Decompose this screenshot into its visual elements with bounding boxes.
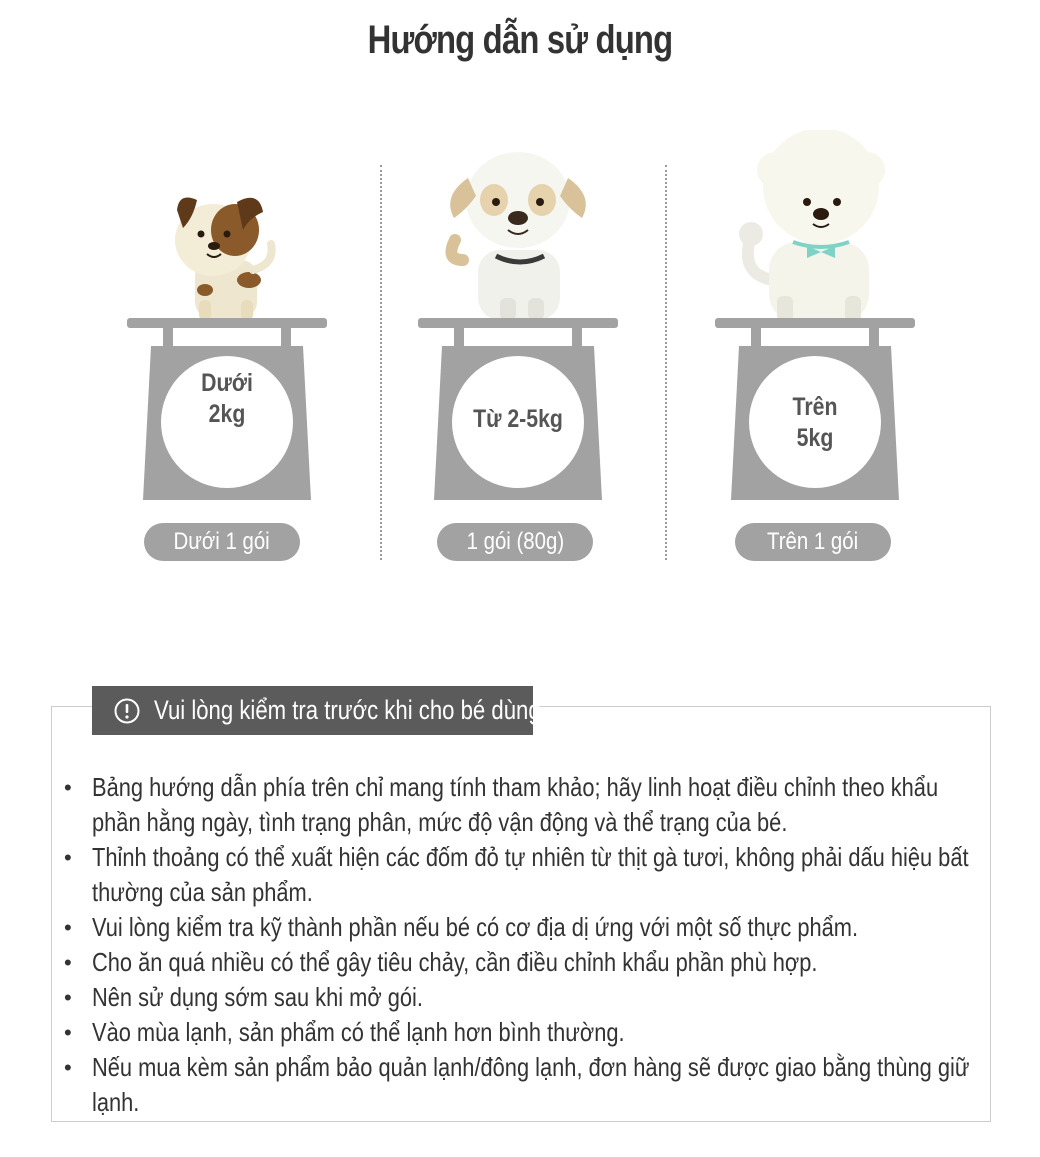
- amount-badge: Dưới 1 gói: [144, 523, 300, 561]
- guide-column-small: [77, 130, 377, 570]
- guide-column-medium: [368, 130, 668, 570]
- list-item: • Vào mùa lạnh, sản phẩm có thể lạnh hơn bình thường.: [64, 1017, 625, 1047]
- amount-badge: 1 gói (80g): [437, 523, 593, 561]
- large-poodle-icon: [665, 130, 965, 322]
- weight-label: Dưới 2kg: [201, 369, 253, 428]
- list-item: • Nên sử dụng sớm sau khi mở gói.: [64, 982, 423, 1012]
- guide-column-large: [665, 130, 965, 570]
- list-item: • Bảng hướng dẫn phía trên chỉ mang tính tham khảo; hãy linh hoạt điều chỉnh theo khẩu phần hằng ngày, tình trạng phân, mức độ vận động và thể trạng của bé.: [64, 772, 939, 837]
- medium-dog-icon: [368, 130, 668, 322]
- list-item: • Nếu mua kèm sản phẩm bảo quản lạnh/đông lạnh, đơn hàng sẽ được giao bằng thùng giữ lạnh.: [64, 1052, 970, 1117]
- exclamation-circle-icon: [114, 698, 140, 724]
- weight-label: Trên 5kg: [792, 393, 838, 452]
- page-title: Hướng dẫn sử dụng: [367, 18, 673, 62]
- list-item: • Vui lòng kiểm tra kỹ thành phần nếu bé có cơ địa dị ứng với một số thực phẩm.: [64, 912, 859, 942]
- notice-header-text: Vui lòng kiểm tra trước khi cho bé dùng: [154, 695, 541, 725]
- list-item: • Thỉnh thoảng có thể xuất hiện các đốm đỏ tự nhiên từ thịt gà tươi, không phải dấu hiệu bất thường của sản phẩm.: [64, 842, 969, 907]
- list-item: • Cho ăn quá nhiều có thể gây tiêu chảy, cần điều chỉnh khẩu phần phù hợp.: [64, 947, 818, 977]
- notice-header: [92, 686, 541, 735]
- notice-list: [62, 770, 982, 1120]
- weight-label: Từ 2-5kg: [473, 405, 563, 433]
- amount-badge: Trên 1 gói: [735, 523, 891, 561]
- small-puppy-icon: [77, 130, 377, 322]
